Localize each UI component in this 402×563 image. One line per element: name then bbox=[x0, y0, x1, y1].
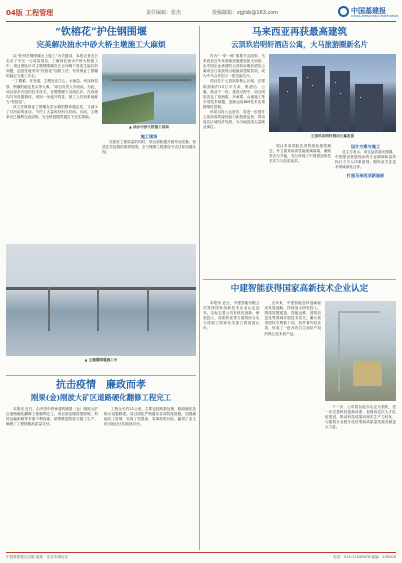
masthead-logo bbox=[338, 5, 399, 19]
article-1-title-line2: 完美解决油水中砂大桥主墩施工大麻烦 bbox=[36, 40, 166, 49]
article-3-body bbox=[203, 54, 265, 130]
paragraph: 近年来，中建智能坚持创新驱动发展战略，持续加大研发投入，围绕智慧建造、智能运维、建筑信息化等领域开展技术攻关，累计获得授权专利数十项、软件著作权多项，形成了一批具有自主知识产权的核心技术和产品。 bbox=[264, 301, 321, 336]
editor-label: 责任编辑：张杰 bbox=[146, 10, 182, 16]
page-header bbox=[6, 4, 399, 22]
article-1-body bbox=[6, 54, 98, 120]
article-1-title-line1: “钦榕花”护住钢围堰 bbox=[55, 27, 147, 38]
photo-caption: 云顶玖岩明轩酒店公寓夜景 bbox=[310, 134, 355, 138]
logo-sub: CHINA INFRASTRUCTURE NEWS bbox=[351, 14, 399, 18]
section-heading: 设计方案与施工 bbox=[350, 144, 381, 149]
cofferdam-photo bbox=[6, 244, 196, 356]
logo-name: 中国基建报 bbox=[351, 7, 386, 15]
paragraph: 在抓好工程质量的同时，项目部积极开展劳动竞赛，营造比学赶超的浓厚氛围，全力保障工程建设节点目标如期实现。 bbox=[102, 140, 196, 155]
paragraph: “工期紧，任务重，主墩处在江心，水流急、河床砂层厚，围堰的稳定是头等大事。”项目负责人介绍说。为此，项目部多次组织技术攻关，在钢围堰下沉到位后，在四周均匀布设抛填体，形如一朵盛开的花，被工人们形象地称为“钦榕花”。 bbox=[6, 79, 98, 104]
page-footer bbox=[6, 552, 396, 561]
article-2-title-line1: 抗击疫情 廉政而孝 bbox=[56, 380, 146, 391]
photo-caption: ▲ 主墩钢围堰施工中 bbox=[84, 358, 118, 362]
hotel-photo bbox=[269, 54, 396, 132]
paragraph: 业主方表示，项目品质超出预期，中国建设者展现出的专业精神和高效执行力令人印象深刻，期待双方在更多领域深化合作。 bbox=[335, 150, 396, 170]
article-4-body bbox=[203, 301, 321, 337]
bridge-photo bbox=[102, 54, 196, 124]
article-4 bbox=[203, 283, 396, 551]
paragraph: 工程全长约12公里，主要包括路基处理、路面硬化及排水设施修建。项目团队严格落实各项防疫措施，加强属地员工管理，实现了零感染、零事故的目标，赢得了业主和当地社区的高度评价。 bbox=[104, 407, 196, 427]
article-4-title: 中建智能获得国家高新技术企业认定 bbox=[230, 284, 369, 294]
article-1 bbox=[6, 26, 196, 371]
footer-left: 中国基建报社出版 地址：北京市海淀区 bbox=[6, 555, 69, 559]
footer-right: 电话：010-12345678 邮编：100000 bbox=[333, 555, 396, 559]
article-2-body bbox=[6, 407, 196, 427]
article-3-title-line1: 马来西亚再获最高建筑 bbox=[251, 27, 347, 38]
email-label: 投稿邮箱：zgjlsb@163.com bbox=[212, 10, 279, 16]
globe-icon bbox=[338, 6, 349, 17]
paragraph: 该工法既保证了围堰在洪水期的整体稳定性，又减少了对河床的扰动，节约了大量的材料与时间。目前，主墩承台已顺利完成浇筑，为全桥按期贯通打下坚实基础。 bbox=[6, 104, 98, 120]
article-2 bbox=[6, 379, 196, 551]
paragraph: 项目位于云顶高原核心区域，总建筑面积约15万平方米，集酒店、公寓、商业于一体。建设过程中，项目团队攻克了高海拔、多雨雾、山地施工等多项技术难题，创新运用BIM技术实现精细化管理。 bbox=[203, 79, 265, 109]
construction-photo bbox=[325, 301, 396, 401]
paragraph: 该项目投入运营后，将进一步提升云顶高原的接待能力和旅游品质，带动周边区域经济发展，为当地创造大量就业岗位。 bbox=[203, 110, 265, 130]
paragraph: 本报讯 近日，中建智能有限公司获得国家高新技术企业认定证书。这标志着公司在科技创新、研发投入、成果转化等方面的综合实力得到了国家有关部门的高度认可。 bbox=[203, 301, 260, 331]
paragraph: 下一步，公司将以此次认定为契机，进一步完善科技创新体系，加强高层次人才队伍建设，推动科技成果向现实生产力转化，为建筑行业数字化转型和高质量发展贡献更大力量。 bbox=[325, 405, 396, 430]
paragraph: 本报讯 近日，由中国中铁承建的刚果（金）刚波大矿区道路硬化翻修工程顺利完工。项目部克服疫情影响、材料运输困难等多重不利因素，统筹推进防疫与施工生产，确保了工程按期高质量交付。 bbox=[6, 407, 98, 427]
photo-caption: ▲ 油水中砂大桥施工现场 bbox=[129, 125, 169, 129]
paragraph: 项目采用国际先进的绿色建筑理念，外立面采用高性能玻璃幕墙，兼顾采光与节能，充分体现了中国建造的技术实力与品质追求。 bbox=[269, 144, 331, 164]
article-2-title-line2: 刚果(金)刚波大矿区道路硬化翻修工程完工 bbox=[30, 393, 172, 402]
paragraph: 作为“一带一路”重要节点国家，马来西亚近年来基础设施建设如火如荼。由中国企业承建的云顶玖岩明轩酒店公寓项目日前获得当地最高建筑奖项，成为中马合作的又一张亮丽名片。 bbox=[203, 54, 265, 79]
article-3 bbox=[203, 26, 396, 276]
article-3-title-line2: 云顶玖岩明轩酒店公寓，大马旅游圈新名片 bbox=[231, 40, 368, 49]
paragraph: 以“钦州市钢围堰水上施工”为关键词，本报记者近日走访了中交一公局某项目，了解到在油水中砂大桥施工中，项目团队针对主墩钢围堰在江水冲刷下易发生偏位的问题，创造性地采用“钦榕花”加固工法，有效保证了围堰的稳定与施工安全。 bbox=[6, 54, 98, 79]
page-label: 04版 工程管理 bbox=[6, 9, 54, 17]
section-heading: 打造马来西亚新地标 bbox=[346, 173, 385, 179]
section-heading: 施工现场 bbox=[140, 134, 158, 139]
